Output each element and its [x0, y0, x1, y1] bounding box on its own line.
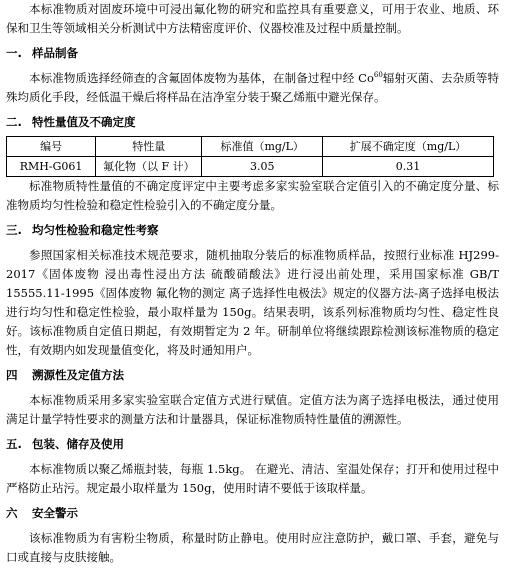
section-heading-5	[6, 435, 499, 454]
table-row	[7, 157, 494, 177]
section-heading-1	[6, 44, 499, 63]
section-title: 样品制备	[32, 46, 78, 60]
section-5-body: 本标准物质以聚乙烯瓶封装，每瓶 1.5kg。 在避光、清洁、室温处保存；打开和使用过程中严格防止玷污。规定最小取样量为 150g，使用时请不要低于该取样量。	[6, 462, 499, 495]
section-number: 六	[6, 506, 18, 520]
table-cell: RMH-G061	[7, 157, 96, 177]
section-heading-4	[6, 366, 499, 385]
section-1-body	[6, 69, 499, 107]
section-title: 安全警示	[32, 506, 78, 520]
table-cell: 氟化物（以 F 计）	[96, 157, 202, 177]
intro-paragraph: 本标准物质对固废环境中可浸出氟化物的研究和监控具有重要意义，可用于农业、地质、环保和卫生等领域相关分析测试中方法精密度评价、仪器校准及过程中质量控制。	[6, 2, 499, 35]
table-header-row	[7, 137, 494, 157]
section-number: 四	[6, 368, 18, 382]
table-note: 标准物质特性量值的不确定度评定中主要考虑多家实验室联合定值引入的不确定度分量、标准物质均匀性检验和稳定性检验引入的不确定度分量。	[6, 179, 499, 212]
section-number: 三.	[6, 223, 22, 237]
section-heading-3	[6, 221, 499, 240]
section-3-body: 参照国家相关标准技术规范要求，随机抽取分装后的标准物质样品，按照行业标准 HJ299-2017《固体废物 浸出毒性浸出方法 硫酸硝酸法》进行浸出前处理，采用国家标准 GB/T 15555.11-1995《固体废物 氟化物的测定 离子选择性电极法》规定的仪器方法-离子选择电极法进行均匀性和稳定性检验，最小取样量为 150g。结果表明，该系列标准物质均匀性、稳定性良好。该标准物质自定值日期起，有效期暂定为 2 年。研制单位将继续跟踪检测该标准物质的稳定性，有效期内如发现量值变化，将及时通知用户。	[6, 248, 499, 357]
section-1-text-b: 辐射灭菌、去杂质等特殊均质化手段，经低温干燥后将样品在洁净室分装于聚乙烯瓶中避光保存。	[6, 71, 500, 104]
table-header-cell: 扩展不确定度（mg/L）	[323, 137, 494, 157]
section-title: 特性量值及不确定度	[32, 115, 136, 129]
section-heading-6	[6, 504, 499, 523]
property-value-table	[6, 136, 494, 177]
table-header-cell: 标准值（mg/L）	[202, 137, 323, 157]
isotope-superscript: 60	[373, 71, 383, 80]
section-heading-2	[6, 113, 499, 132]
table-cell: 3.05	[202, 157, 323, 177]
section-title: 包装、储存及使用	[32, 437, 124, 451]
table-cell: 0.31	[323, 157, 494, 177]
section-4-body: 本标准物质采用多家实验室联合定值方式进行赋值。定值方法为离子选择电极法，通过使用满足计量学特性要求的测量方法和计量器具，保证标准物质特性量值的溯源性。	[6, 393, 499, 426]
section-number: 二.	[6, 115, 22, 129]
section-number: 一.	[6, 46, 22, 60]
section-title: 均匀性检验和稳定性考察	[32, 223, 159, 237]
section-title: 溯源性及定值方法	[32, 368, 124, 382]
section-6-body: 该标准物质为有害粉尘物质，称量时防止静电。使用时应注意防护，戴口罩、手套，避免与口或直接与皮肤接触。	[6, 531, 499, 564]
table-header-cell: 编号	[7, 137, 96, 157]
table-header-cell: 特性量	[96, 137, 202, 157]
section-1-text-a: 本标准物质选择经筛查的含氟固体废物为基体，在制备过程中经 Co	[29, 71, 374, 85]
section-number: 五.	[6, 437, 22, 451]
